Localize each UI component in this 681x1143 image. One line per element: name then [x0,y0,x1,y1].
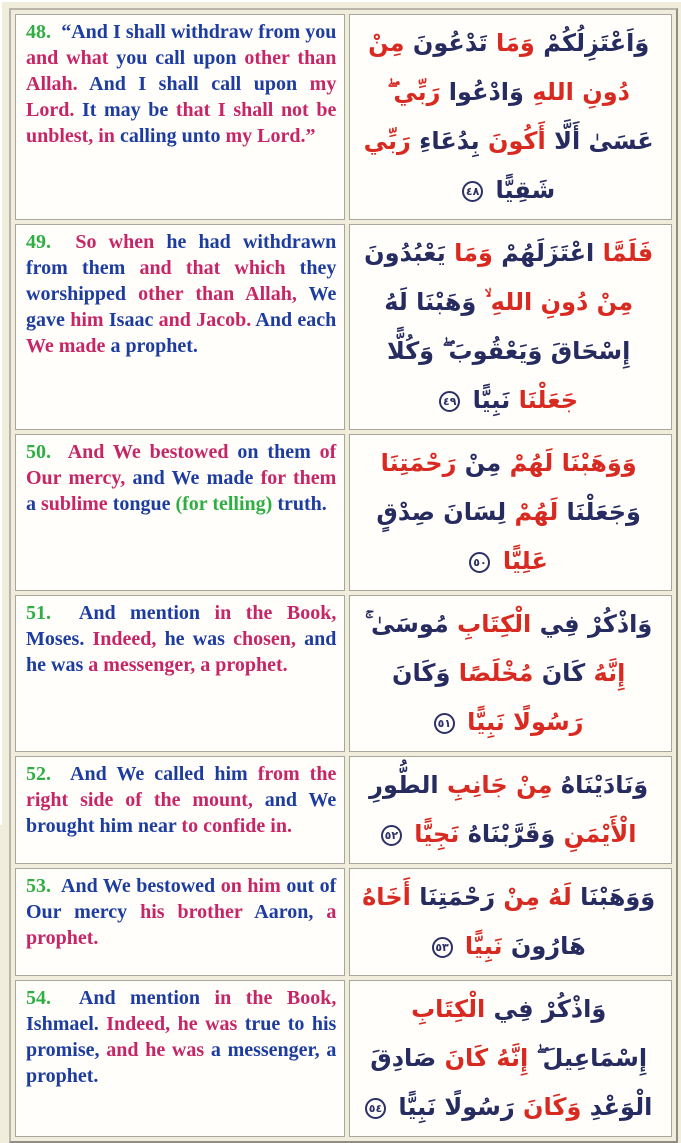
english-text-segment: chosen, [233,628,305,650]
arabic-text-segment: وَاذْكُرْ فِي [485,995,607,1023]
arabic-text-segment: لِسَانَ صِدْقٍ [376,498,507,526]
english-cell [15,434,345,591]
verse-end-marker: ٥١ [434,713,455,734]
english-text-segment: and he was [26,628,337,676]
arabic-text-segment: مِنْ دُونِ اللهِ ۙ [476,288,634,316]
arabic-cell [349,434,672,591]
english-text-segment: in the Book, [214,987,337,1009]
verse-end-marker: ٥٠ [469,552,490,573]
english-text-segment: “And I shall withdraw from you [61,21,337,43]
english-text-segment: in the Book, [214,602,337,624]
english-text-segment: and We made [132,467,261,489]
arabic-text-segment: وَقَرَّبْنَاهُ [459,820,556,848]
english-text-segment: Aaron, [254,901,327,923]
english-text-segment: tongue [112,493,176,515]
english-text-segment: And I shall call upon [89,73,310,95]
english-text-segment: (for telling) [175,493,278,515]
english-cell [15,14,345,220]
arabic-text-segment: مُوسَىٰ ۚ [364,610,449,638]
english-text-segment: sublime [41,493,113,515]
english-text-segment: calling unto [119,125,226,147]
arabic-text-segment: بِدُعَاءِ [410,127,480,155]
english-text-segment: that I shall not be unblest, in [26,99,337,147]
arabic-text-segment: تَدْعُونَ [404,29,488,57]
english-text-segment: a prophet. [110,335,198,357]
verse-end-marker: ٤٩ [439,391,460,412]
verse-row [15,14,672,220]
arabic-text-segment: أَخَاهُ [362,883,411,911]
arabic-text-segment: مِنْ دُونِ اللهِ [368,29,630,106]
arabic-text-segment: وَهَبْنَا لَهُ إِسْحَاقَ وَيَعْقُوبَ ۖ وَكُلًّا [384,288,631,365]
arabic-text-segment: لَهُ مِنْ [495,883,572,911]
english-text-segment: Indeed, [92,628,165,650]
arabic-text-segment: وَاذْكُرْ فِي [531,610,653,638]
arabic-text-segment: وَجَعَلْنَا [558,498,641,526]
english-text-segment: Moses. [26,628,93,650]
verse-end-marker: ٥٣ [432,937,453,958]
english-text-segment: Ishmael. [26,1013,107,1035]
verse-row [15,980,672,1137]
english-text-segment: true to his promise, [26,1013,337,1061]
arabic-text-segment: الْكِتَابِ [448,610,532,638]
arabic-text-segment: وَكَانَ [514,1093,582,1121]
english-text-segment: out of Our mercy [26,875,337,923]
verse-number: 53. [26,875,51,897]
english-text-segment: And mention [78,602,215,624]
english-cell [15,595,345,752]
english-cell [15,980,345,1137]
arabic-text-segment: رَسُولًا نَبِيًّا [458,708,584,736]
english-text-segment: And We called him [70,763,258,785]
arabic-text-segment: وَوَهَبْنَا [571,883,656,911]
arabic-text-segment: يَعْبُدُونَ [364,239,446,267]
arabic-text-segment: جَعَلْنَا [510,386,579,414]
arabic-text-segment: مِنْ جَانِبِ [438,771,553,799]
arabic-text-segment: نَجِيًّا [405,820,460,848]
arabic-text-segment: رَبِّي ۖ [387,78,441,106]
english-text-segment: Isaac [108,309,159,331]
english-text-segment: It may be [81,99,176,121]
english-text-segment: other than Allah. [26,47,337,95]
arabic-text-segment: وَاَعْتَزِلُكُمْ [534,29,650,57]
arabic-text-segment: وَمَا [487,29,535,57]
english-text-segment: you call upon [116,47,245,69]
english-text-segment: And mention [78,987,215,1009]
arabic-text-segment: عَلِيًّا [494,547,548,575]
verse-row [15,756,672,864]
english-text-segment: other than Allah, [138,283,309,305]
arabic-text-segment: مُخْلَصًا [450,659,534,687]
arabic-text-segment: رَبِّي [363,127,411,155]
english-text-segment: We made [26,335,111,357]
verse-number: 49. [26,231,51,253]
arabic-text-segment: رَحْمَتِنَا [410,883,496,911]
arabic-text-segment: عَسَىٰ أَلَّا [545,127,654,155]
verse-row [15,434,672,591]
arabic-cell [349,224,672,430]
arabic-text-segment: إِنَّهُ كَانَ [436,1044,529,1072]
arabic-text-segment: وَوَهَبْنَا لَهُمْ [501,449,637,477]
arabic-text-segment: الْأَيْمَنِ [555,820,637,848]
arabic-text-segment: هَارُونَ [502,932,586,960]
english-text-segment: from the right side of the mount, [26,763,337,811]
arabic-text-segment: إِنَّهُ [585,659,626,687]
english-text-segment: my Lord. [26,73,337,121]
arabic-text-segment: فَلَمَّا [594,239,654,267]
arabic-text-segment: مِنْ [456,449,502,477]
arabic-text-segment: شَقِيًّا [487,176,556,204]
verse-end-marker: ٥٤ [365,1098,386,1119]
english-text-segment: he had withdrawn from them [26,231,337,279]
verse-row [15,868,672,976]
arabic-text-segment: رَحْمَتِنَا [380,449,457,477]
arabic-text-segment: وَمَا [445,239,493,267]
english-text-segment: they worshipped [26,257,337,305]
english-text-segment: a messenger, a prophet. [26,1039,337,1087]
english-text-segment: We gave [26,283,337,331]
english-text-segment: him [70,309,109,331]
arabic-text-segment: نَبِيًّا [456,932,503,960]
english-text-segment: for them [260,467,337,489]
verse-number: 50. [26,441,51,463]
arabic-text-segment: كَانَ [533,659,586,687]
arabic-cell [349,595,672,752]
english-text-segment: So when [75,231,167,253]
verse-number: 48. [26,21,51,43]
arabic-cell [349,756,672,864]
english-text-segment: And We bestowed [67,441,238,463]
english-text-segment: Indeed, he was [106,1013,245,1035]
english-text-segment: and We brought him near [26,789,337,837]
arabic-text-segment: وَنَادَيْنَاهُ [552,771,649,799]
english-text-segment: And each [255,309,337,331]
arabic-cell [349,868,672,976]
english-text-segment: And We bestowed [61,875,221,897]
english-cell [15,868,345,976]
arabic-text-segment: أَكُونَ [479,127,546,155]
english-text-segment: and what [26,47,117,69]
arabic-cell [349,980,672,1137]
english-text-segment: and Jacob. [158,309,256,331]
arabic-text-segment: وَادْعُوا [440,78,524,106]
english-text-segment: a messenger, a prophet. [88,654,288,676]
verse-number: 51. [26,602,51,624]
verse-row [15,595,672,752]
arabic-text-segment: وَكَانَ [392,659,451,687]
english-cell [15,224,345,430]
english-text-segment: and that which [139,257,300,279]
english-text-segment: my Lord.” [225,125,316,147]
english-text-segment: and he was [106,1039,211,1061]
english-text-segment: on them [237,441,320,463]
arabic-text-segment: رَسُولًا نَبِيًّا [390,1093,515,1121]
verse-number: 52. [26,763,51,785]
arabic-text-segment: الطُّورِ [369,771,439,799]
arabic-text-segment: نَبِيًّا [464,386,511,414]
english-text-segment: to confide in. [181,815,292,837]
verse-number: 54. [26,987,51,1009]
arabic-text-segment: الْكِتَابِ [411,995,486,1023]
verse-table [9,8,678,1143]
english-text-segment: a prophet. [26,901,337,949]
arabic-text-segment: لَهُمْ [506,498,559,526]
english-text-segment: on him [220,875,287,897]
verse-end-marker: ٥٢ [381,825,402,846]
arabic-text-segment: صَادِقَ الْوَعْدِ [370,1044,653,1121]
english-cell [15,756,345,864]
verse-row [15,224,672,430]
english-text-segment: he was [164,628,234,650]
arabic-cell [349,14,672,220]
arabic-text-segment: إِسْمَاعِيلَ ۖ [528,1044,648,1072]
arabic-text-segment: اعْتَزَلَهُمْ [492,239,595,267]
english-text-segment: of Our mercy, [26,441,337,489]
english-text-segment: truth. [277,493,327,515]
english-text-segment: a [26,493,41,515]
english-text-segment: his brother [140,901,255,923]
verse-end-marker: ٤٨ [462,181,483,202]
